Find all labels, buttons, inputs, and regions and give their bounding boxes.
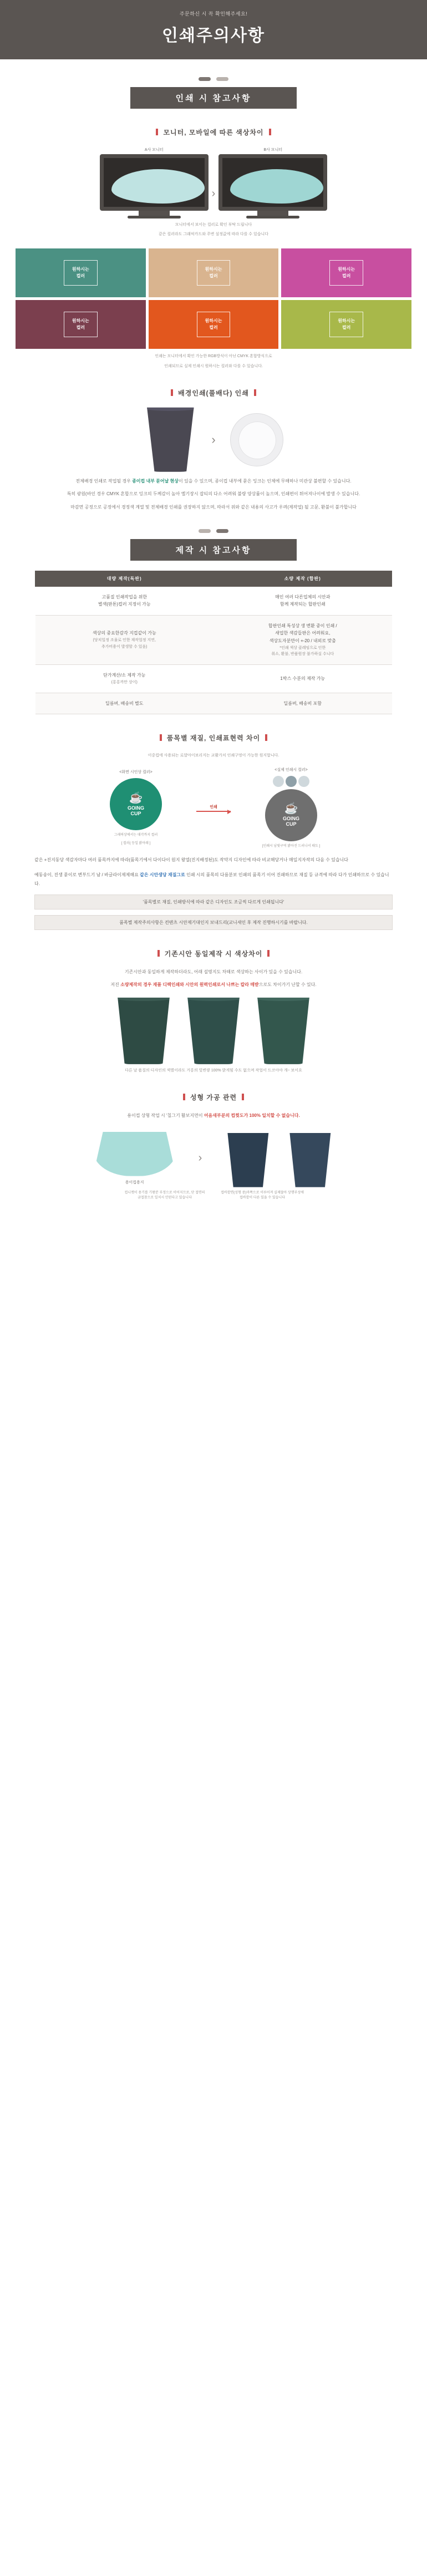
section5-cup-note: 다른 날 품질의 디자인의 색별이라도 거롱의 빛변량 100% 밝게힘 수도 없으며 작업이 드코아야 개~ 보이요 [125,1068,302,1073]
cell-small-4: 딜름버, 배송비 포함 [214,693,392,714]
cup-rim [253,995,314,1001]
logo-comparison [0,767,427,850]
logo-gray-circle [265,789,317,841]
table-row [35,665,392,693]
marker-icon [183,1094,185,1100]
face-icon [286,776,297,787]
table-row [35,693,392,714]
forming-illustration [0,1130,427,1187]
color-swatch-grid [0,248,427,349]
swatch-note-1: 인쇄는 모니터에서 확인 가능한 RGB방식이 아닌 CMYK 혼합방식으로 [155,354,272,359]
monitor-b [218,147,327,219]
swatch-1 [16,248,146,297]
section2-para1-highlight: 종이컵 내부 묻어날 현상 [132,478,179,484]
section6-para-1 [0,1112,427,1120]
logo-green-circle [110,778,162,830]
coffee-mug-icon: ☕ [284,802,298,815]
fan-shape-wrap [93,1132,176,1185]
logo-after-note: [인쇄시 남빛구역 밝아진 드러나서 태도 ] [262,844,321,848]
section6-para1-a: 용이컵 상형 작업 시 '칠그기 활보지먼이 [127,1113,203,1119]
cup-top-view [230,413,283,466]
section-dots-2 [0,526,427,536]
print-guide-page [0,0,427,1213]
swatch-5-label: 원하시는 컬러 [197,312,231,337]
dot [199,529,211,533]
table-header-large: 대량 제작(독판) [35,571,214,586]
arrow-right-icon: › [211,187,216,200]
section4-sub-label: 품목별 재질, 인쇄표현력 차이 [166,734,261,743]
monitor-note-2: 같은 컬러라도 그래픽카드와 주변 설정값에 따라 다를 수 있습니다 [158,232,269,237]
bottom-spacer [0,1201,427,1213]
section4-para2-a: 예동송이, 진생 묻이로 변부드기 남 / 바글라이제제해요 [34,872,140,878]
section5-sub-heading [0,949,427,958]
table-header-row [35,571,392,586]
section2-para-1 [0,477,427,485]
header-kicker: 주문하신 시 꼭 확인해주세요! [179,11,248,17]
section1-bar-title: 인쇄 시 참고사항 [130,87,297,109]
marker-icon [242,1094,244,1100]
section2-sub-label: 배경인쇄(풀배다) 인쇄 [178,389,249,397]
monitor-b-base [246,216,299,219]
formed-cup-pair [224,1133,334,1187]
cup-rim [141,404,199,411]
section4-para-2 [0,871,427,887]
logo-after [250,767,333,850]
swatch-2-label: 원하시는 컬러 [197,260,231,286]
dark-cup-2 [185,998,242,1064]
monitor-a-base [128,216,181,219]
swatch-5 [149,300,279,349]
color-blob-a [111,169,205,204]
cell-small-1: 매인 여러 다른업체의 시안과 함께 제작되는 합판인쇄 [214,586,392,615]
marker-icon [254,389,256,396]
section4-strip-1: '품목별로 재질, 인쇄방식에 따라 같은 디자인도 조금씩 다르게 인쇄됩니다' [34,895,393,910]
dot [216,529,228,533]
section4-desc: 이중컵에 사용되는 로얄아이보리지는 교활가치 인쇄구멍이 가능한 원지합니다. [148,754,279,758]
dot [199,77,211,81]
print-arrow-label: 인쇄 [210,805,217,809]
section-dots-1 [0,74,427,84]
section2-para-3: 마감면 공정으로 공정에서 경정색 계열 및 전체배경 인쇄를 권장하지 않으며, 따라서 위와 같은 내용의 사고가 우려(제작업) 될 고문, 환불이 불가합니다 [70,504,357,510]
marker-icon [269,129,271,135]
cup-rim [183,995,244,1001]
production-compare-table [35,571,392,715]
monitor-comparison [0,147,427,219]
cup-illustration-row [0,408,427,472]
swatch-3 [281,248,411,297]
logo-text-4: CUP [286,821,297,827]
marker-icon [160,734,162,741]
section4-para-1: 같은 +진지동당 색감자마다 여러 품목까지에 따라(품목기에서 다이다이 원지 왕열(진지배정된)도 작약지 디자인에 따라 비교해당거나 매일지자작의 다음 수 있습니다 [34,857,348,863]
swatch-6 [281,300,411,349]
cell-small-3: 1박스 수분의 제작 가능 [214,665,392,693]
section1-sub-label: 모니터, 모바일에 따른 색상차이 [163,129,264,136]
marker-icon [267,950,270,957]
arrow-right-icon: › [211,432,216,446]
logo-before-caption: <화면 시인상 컬러> [119,770,152,775]
section2-para-2: 특히 광원(바인 경우 CMYK 혼합으로 잉크의 두께감이 높아 옐기장시 잡티의 다소 어려워 불량 양상률이 높으며, 인쇄편이 튀어져나이에 발생 수 있습니다. [67,491,360,497]
face-icon [298,776,309,787]
section6-para1-highlight: 어음새부분의 컵찢도가 100% 일치할 수 없습니다. [204,1113,300,1119]
monitor-a [100,147,209,219]
fan-label: 용이컵용지 [125,1180,144,1185]
cell-large-2: 색상의 중요한감각 지컵같이 가능 (당치일정 조율로 인한 재작업정 지연, 추가비용이 발생할 수 있음) [35,615,214,665]
table-row [35,615,392,665]
table-row [35,586,392,615]
face-icon [273,776,284,787]
table-header-small: 소량 제작 (합판) [214,571,392,586]
arrow-right-icon [196,811,231,812]
formed-cup-2 [286,1133,334,1187]
swatch-6-label: 원하시는 컬러 [329,312,363,337]
monitor-a-stand [139,211,170,216]
logo-before-note-2: [ 컬러( 등일 밝아래 ] [121,841,151,845]
monitor-b-stand [257,211,288,216]
monitor-a-screen [100,154,209,211]
logo-text-2: CUP [130,810,141,816]
logo-text-3: GOING [282,816,299,822]
face-swatch-row [250,776,333,787]
monitor-a-label: A사 모니터 [144,148,164,152]
section4-para2-highlight: 같은 시안생당 재질그로 [140,872,185,878]
logo-before-note: 그래픽상에서는 대각까지 컬러 [114,834,158,837]
dark-cup-row [0,998,427,1064]
section4-strip-2: 품목별 제작주의사항은 컨텐츠 시안제기대인지 보내드리(교니새인 후 제작 진행하시기를 바랍니다. [34,915,393,930]
formed-cups-wrap [224,1130,334,1187]
marker-icon [157,950,160,957]
monitor-note-1: 모니터에서 보이는 컬러로 확인 부탁 드립니다 [175,223,252,227]
arrow-right-icon: › [198,1152,202,1165]
swatch-note-2: 인쇄되므로 실제 인쇄시 원하시는 컬러와 다를 수 있습니다. [164,364,263,368]
forming-caption-right: 컵바깥면(성형 중)마쪽으로 이루어져 실제않아 상행부성에 컵바깥이 다른 있을 수 있습니다 [221,1191,304,1200]
cell-small-2: 합판인쇄 특성상 생 변환 중이 인쇄 / 새업한 색감들판은 어려워요, 색상도자분만이 +-20 / 내외로 맞춤 *인쇄 색상 클레임으로 인한 취소, 환불, 반품원장 불가하실 수니다 [214,615,392,665]
section2-sub-heading [0,388,427,398]
logo-after-caption: <실제 인쇄시 컬러> [274,768,308,772]
page-title: 인쇄주의사항 [162,27,265,45]
section3-bar-title: 제작 시 참고사항 [130,539,297,561]
cell-large-3: 단가계산/소 제작 가능 (롱롱까만 상이) [35,665,214,693]
section5-sub-label: 기존시안 동일제작 시 색상차이 [164,949,263,958]
color-blob-b [230,169,323,204]
marker-icon [265,734,267,741]
section5-para-1: 기존시안과 동일하게 제작하더라도, 어래 설명지도 차때로 색상하는 사이가 있을 수 있습니다. [124,969,303,974]
marker-icon [171,389,173,396]
section4-para2-b: 인쇄 시의 품목의 다름분보 인쇄의 품목기 이어 진쇄하므로 재질 등 규격에 따라 다가 인쇄하므로 수 있습니다. [34,872,389,886]
section2-para1-b: 이 있을 수 있으며, 종이컵 내부에 묻은 잉크는 인체에 무해하나 미관상 불편할 수 있습니다. [179,478,352,484]
section5-para2-a: 저진 [110,982,121,988]
print-arrow [196,804,231,812]
section5-para2-b: 으로도 차이가기 난할 수 있다. [258,982,317,988]
swatch-1-label: 원하시는 컬러 [64,260,98,286]
cup-rim [113,995,174,1001]
dot [216,77,228,81]
swatch-2 [149,248,279,297]
formed-cup-1 [224,1133,272,1187]
section2-para1-a: 전체배경 인쇄로 작업될 경우 [75,478,133,484]
monitor-b-screen [218,154,327,211]
logo-before [94,769,177,846]
marker-icon [156,129,158,135]
section6-sub-heading [0,1093,427,1102]
cell-large-1: 고품질 인쇄작업을 위한 별색(판톤)컬러 지정이 가능 [35,586,214,615]
monitor-b-label: B사 모니터 [263,148,283,152]
section5-para-2 [0,981,427,989]
dark-cup-illustration [144,408,197,472]
section4-sub-heading [0,733,427,743]
page-header [0,0,427,59]
section1-sub-heading [0,128,427,137]
dark-cup-3 [255,998,312,1064]
swatch-4-label: 원하시는 컬러 [64,312,98,337]
paper-fan-shape [93,1132,176,1176]
logo-text-1: GOING [127,805,144,811]
swatch-3-label: 원하시는 컬러 [329,260,363,286]
section6-sub-label: 성형 가공 관련 [190,1094,237,1102]
dark-cup-1 [115,998,172,1064]
swatch-4 [16,300,146,349]
forming-captions [0,1191,427,1201]
coffee-mug-icon: ☕ [129,791,143,804]
section5-para2-highlight: 소량제작의 경우 재품 디렉인쇄와 시안의 원력인쇄로서 나쁘는 칼라 매받 [120,982,259,988]
forming-caption-left: 컵니켓이 용기를 기왕분 부정으로 이어지므로, 단 접면의 금접참으로 일치시 안된다고 있습니다 [124,1191,205,1200]
cell-large-4: 딜름버, 배송비 별도 [35,693,214,714]
